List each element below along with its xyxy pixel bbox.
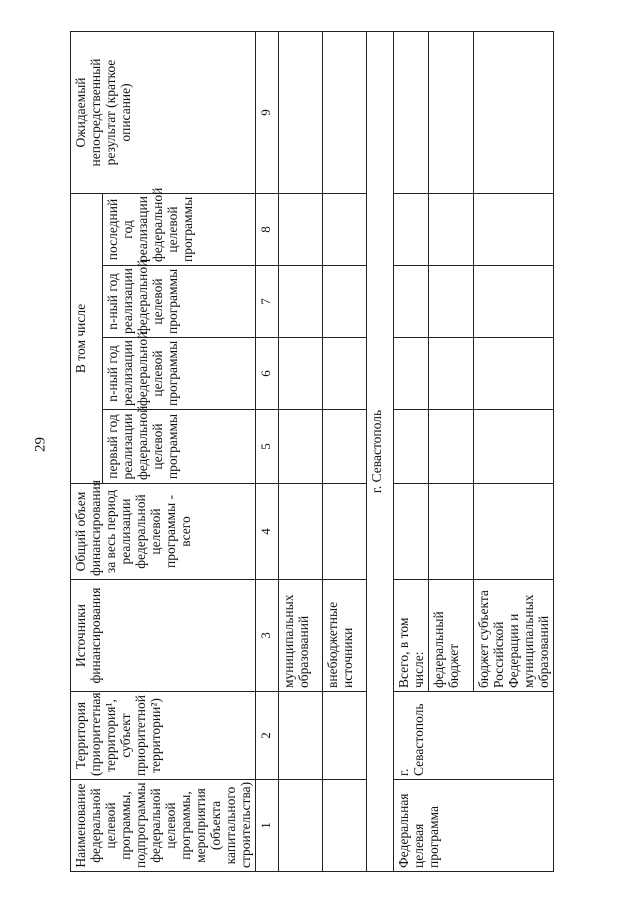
header-group-including: В том числе — [71, 194, 103, 484]
source-cell: федеральный бюджет — [429, 580, 474, 692]
source-cell: внебюджетные источники — [323, 580, 367, 692]
header-last-year: последний год реализации федеральной целевой программы — [103, 194, 256, 266]
source-cell: бюджет субъекта Российской Федерации и муниципальных образований — [474, 580, 554, 692]
column-number: 6 — [256, 338, 279, 410]
column-number: 1 — [256, 780, 279, 872]
page-number: 29 — [32, 437, 49, 452]
financing-table — [70, 31, 554, 872]
table-row — [323, 32, 367, 872]
column-numbers-row — [256, 32, 279, 872]
column-number: 8 — [256, 194, 279, 266]
header-expected-result: Ожидаемый непосредственный результат (краткое описание) — [71, 32, 256, 194]
header-row-1 — [71, 32, 103, 872]
region-row — [367, 32, 394, 872]
column-number: 7 — [256, 266, 279, 338]
rotated-table-container — [70, 32, 570, 872]
column-number: 4 — [256, 484, 279, 580]
header-n-year-1: n-ный год реализации федеральной целевой программы — [103, 338, 256, 410]
column-number: 3 — [256, 580, 279, 692]
column-number: 9 — [256, 32, 279, 194]
source-cell: Всего, в том числе: — [394, 580, 429, 692]
source-cell: муниципальных образований — [279, 580, 323, 692]
territory-cell: г. Севастополь — [394, 692, 554, 780]
table-row — [394, 32, 429, 872]
column-number: 5 — [256, 410, 279, 484]
table-row — [279, 32, 323, 872]
header-first-year: первый год реализации федеральной целевой программы — [103, 410, 256, 484]
header-program-name: Наименование федеральной целевой программы, подпрограммы федеральной целевой программы, мероприятия (объекта капитального строительства) — [71, 780, 256, 872]
header-total-volume: Общий объем финансирования за весь период реализации федеральной целевой программы - всего — [71, 484, 256, 580]
header-territory: Территория (приоритетная территория¹, субъект приоритетной территории²) — [71, 692, 256, 780]
column-number: 2 — [256, 692, 279, 780]
header-sources: Источники финансирования — [71, 580, 256, 692]
program-name-cell: Федеральная целевая программа — [394, 780, 554, 872]
header-n-year-2: n-ный год реализации федеральной целевой программы — [103, 266, 256, 338]
region-label: г. Севастополь — [367, 32, 394, 872]
